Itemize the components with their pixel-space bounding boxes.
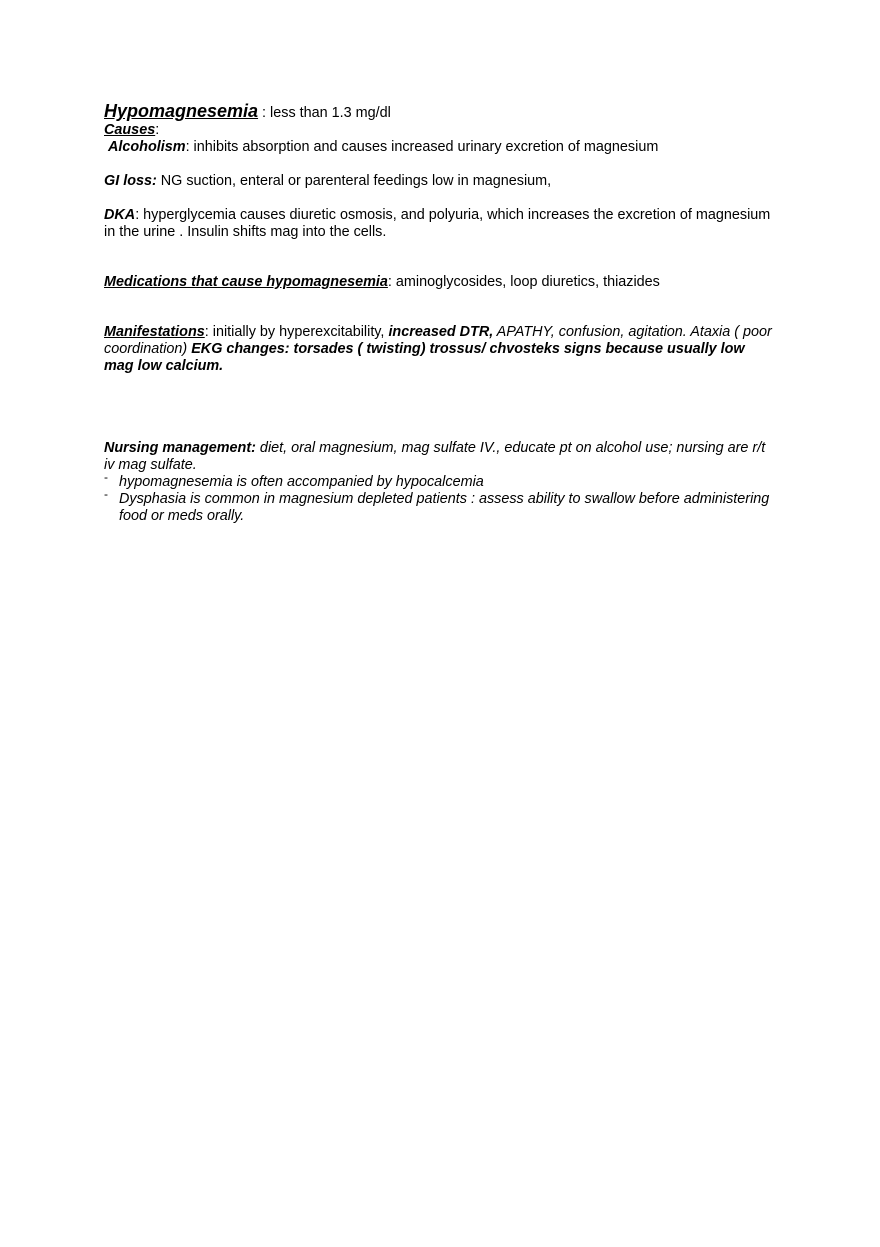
manifestations-text: : initially by hyperexcitability, xyxy=(204,324,389,340)
cause-alcoholism xyxy=(104,139,776,156)
nursing-bullet-list xyxy=(104,474,776,525)
page-title: Hypomagnesemia xyxy=(104,101,259,121)
list-item: - Dysphasia is common in magnesium depleted patients : assess ability to swallow before administering food or meds orally. xyxy=(104,491,776,525)
manifestations-ekg: EKG changes: torsades ( twisting) trossus/ chvosteks signs because usually low mag low calcium. xyxy=(104,341,745,374)
cause-dka xyxy=(104,207,776,241)
gi-loss-term: GI loss: xyxy=(104,173,157,189)
manifestations-term: Manifestations xyxy=(104,324,205,340)
causes-colon: : xyxy=(155,122,160,138)
alcoholism-term: Alcoholism xyxy=(108,139,186,155)
nursing-text: diet, oral magnesium, mag sulfate IV., educate pt on alcohol use; nursing are r/t iv mag sulfate. xyxy=(104,440,766,473)
dka-term: DKA xyxy=(104,207,136,223)
causes-heading xyxy=(104,122,776,139)
nursing-term: Nursing management: xyxy=(104,440,256,456)
nursing-paragraph xyxy=(104,440,776,474)
title-line xyxy=(104,103,776,122)
manifestations-symptoms: APATHY, confusion, agitation. Ataxia ( poor coordination) xyxy=(104,324,772,357)
cause-gi-loss xyxy=(104,173,776,190)
medications-term: Medications that cause hypomagnesemia xyxy=(104,274,388,290)
title-definition: : less than 1.3 mg/dl xyxy=(258,105,391,121)
alcoholism-text: : inhibits absorption and causes increased urinary excretion of magnesium xyxy=(185,139,659,155)
gi-loss-text: NG suction, enteral or parenteral feedings low in magnesium, xyxy=(156,173,552,189)
dka-text: : hyperglycemia causes diuretic osmosis, and polyuria, which increases the excretion of magnesium in the urine . Insulin shifts mag into the cells. xyxy=(104,207,771,240)
medications-paragraph xyxy=(104,274,776,291)
manifestations-dtr: increased DTR, xyxy=(388,324,494,340)
document-content xyxy=(104,103,776,525)
list-item: - hypomagnesemia is often accompanied by hypocalcemia xyxy=(104,474,776,491)
medications-text: : aminoglycosides, loop diuretics, thiazides xyxy=(387,274,660,290)
causes-label: Causes xyxy=(104,122,156,138)
manifestations-paragraph xyxy=(104,324,776,375)
